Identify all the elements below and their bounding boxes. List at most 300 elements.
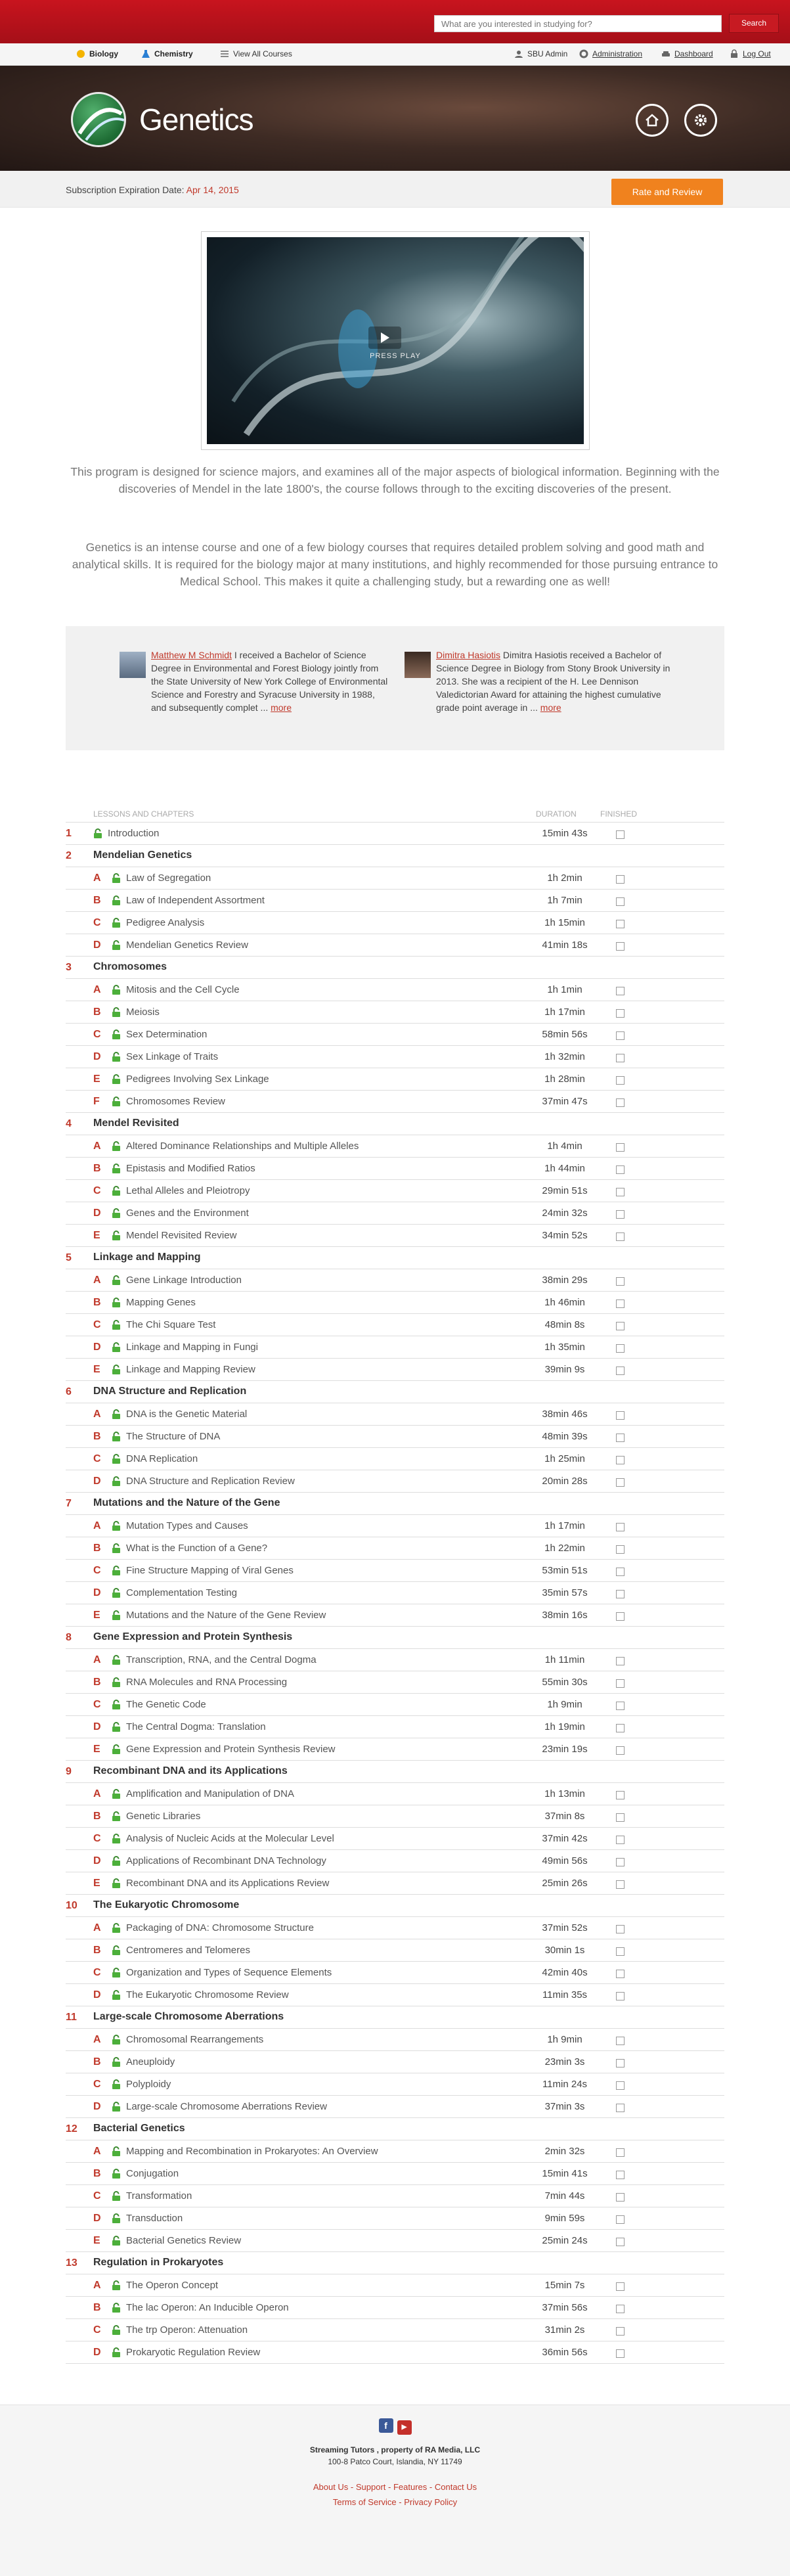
footer-legal-links: Terms of Service - Privacy Policy (332, 2497, 458, 2507)
lesson-title-link[interactable]: Polyploidy (126, 2079, 171, 2090)
lesson-row (66, 1515, 724, 1537)
lesson-title-link[interactable]: Transduction (126, 2213, 183, 2224)
lesson-duration: 48min 8s (544, 1319, 585, 1330)
course-link-biology[interactable] (76, 49, 118, 58)
search-input[interactable] (434, 15, 722, 32)
finished-checkbox[interactable] (616, 1210, 625, 1219)
lesson-duration: 23min 19s (542, 1744, 588, 1755)
search-button[interactable]: Search (729, 14, 779, 33)
lesson-duration: 7min 44s (544, 2190, 585, 2202)
facebook-icon[interactable]: f (379, 2418, 393, 2433)
lesson-letter: A (93, 1275, 101, 1286)
lesson-letter: A (93, 2034, 101, 2045)
lesson-duration: 55min 30s (542, 1677, 588, 1688)
chapter-number: 6 (66, 1386, 72, 1397)
lesson-title-link[interactable]: Large-scale Chromosome Aberrations Review (126, 2101, 327, 2112)
finished-checkbox[interactable] (616, 1009, 625, 1018)
instructor-name-link[interactable]: Matthew M Schmidt (151, 650, 232, 660)
car-icon (661, 49, 670, 58)
lesson-duration: 1h 7min (547, 895, 582, 906)
lesson-letter: B (93, 1006, 101, 1018)
finished-checkbox[interactable] (616, 987, 625, 995)
lesson-letter: B (93, 1543, 101, 1554)
youtube-icon[interactable]: ▶ (397, 2420, 412, 2435)
play-button[interactable] (368, 327, 401, 349)
footer-link-privacy[interactable]: Privacy Policy (404, 2497, 458, 2507)
lesson-title-link[interactable]: Centromeres and Telomeres (126, 1945, 250, 1956)
lesson-letter: D (93, 939, 101, 951)
lesson-title-link[interactable]: Transcription, RNA, and the Central Dogma (126, 1654, 317, 1665)
finished-checkbox[interactable] (616, 875, 625, 884)
lesson-duration: 11min 35s (542, 1989, 588, 2000)
dna-icon (73, 94, 126, 147)
lesson-letter: A (93, 1141, 101, 1152)
unlocked-icon (112, 2035, 121, 2045)
lesson-duration: 1h 2min (547, 872, 582, 884)
finished-checkbox[interactable] (616, 1344, 625, 1353)
lesson-duration: 38min 29s (542, 1275, 588, 1286)
lesson-title-link[interactable]: Sex Determination (126, 1029, 208, 1040)
lesson-title-link[interactable]: The Genetic Code (126, 1699, 206, 1710)
lesson-letter: C (93, 1833, 101, 1844)
lesson-row (66, 1917, 724, 1939)
unlocked-icon (112, 1878, 121, 1889)
lesson-letter: E (93, 1364, 100, 1375)
lesson-title-link[interactable]: Linkage and Mapping in Fungi (126, 1342, 258, 1353)
finished-checkbox[interactable] (616, 1590, 625, 1598)
finished-checkbox[interactable] (616, 1679, 625, 1688)
finished-checkbox[interactable] (616, 2238, 625, 2246)
chapter-title: Mendel Revisited (93, 1118, 179, 1129)
logout-link[interactable] (730, 49, 771, 58)
lesson-title-link[interactable]: The Chi Square Test (126, 1319, 216, 1330)
unlocked-icon (93, 828, 102, 839)
lesson-letter: C (93, 1029, 101, 1040)
lesson-title-link[interactable]: Analysis of Nucleic Acids at the Molecular Level (126, 1833, 334, 1844)
chapter-title: Mutations and the Nature of the Gene (93, 1497, 280, 1508)
lesson-title-link[interactable]: Organization and Types of Sequence Elements (126, 1967, 332, 1978)
unlocked-icon (112, 1074, 121, 1085)
lesson-row (66, 1068, 724, 1091)
finished-checkbox[interactable] (616, 1322, 625, 1330)
finished-checkbox[interactable] (616, 1098, 625, 1107)
lesson-title-link[interactable]: Altered Dominance Relationships and Multiple Alleles (126, 1141, 359, 1152)
unlocked-icon (112, 2280, 121, 2291)
chapter-row (66, 1627, 724, 1649)
chapter-number: 7 (66, 1498, 72, 1509)
chapter-row (66, 2118, 724, 2140)
lesson-number: 1 (66, 828, 72, 839)
lesson-title-link[interactable]: Law of Segregation (126, 872, 211, 884)
chapter-number: 3 (66, 962, 72, 973)
subscription-info (66, 185, 239, 195)
user-account[interactable] (514, 49, 567, 58)
lesson-title-link[interactable]: The lac Operon: An Inducible Operon (126, 2302, 289, 2313)
gear-icon (579, 49, 588, 58)
finished-checkbox[interactable] (616, 897, 625, 906)
finished-checkbox[interactable] (616, 1367, 625, 1375)
lesson-row (66, 1180, 724, 1202)
unlocked-icon (112, 1521, 121, 1531)
lesson-duration: 1h 19min (544, 1721, 585, 1732)
lesson-row (66, 1805, 724, 1828)
lesson-title-link[interactable]: DNA Structure and Replication Review (126, 1476, 295, 1487)
footer-link-about[interactable]: About Us (313, 2482, 349, 2492)
course-description-2: Genetics is an intense course and one of a few biology courses that requires detailed problem solving and good math and analytical skills. It is required for the biology major at many institutions, and highly recommended for those pursuing entrance to Medical School. This makes it quite a challenging study, but a rewarding one as well! (72, 541, 718, 588)
lesson-row (66, 1269, 724, 1292)
view-all-courses-link[interactable] (220, 49, 292, 58)
finished-checkbox[interactable] (616, 2059, 625, 2068)
finished-checkbox[interactable] (616, 2037, 625, 2045)
lesson-duration: 38min 46s (542, 1409, 588, 1420)
lesson-letter: B (93, 1945, 101, 1956)
finished-checkbox[interactable] (616, 1947, 625, 1956)
footer-link-support[interactable]: Support (355, 2482, 386, 2492)
lesson-title-link[interactable]: Genes and the Environment (126, 1208, 249, 1219)
course-title: Genetics (139, 102, 253, 137)
lesson-title-link[interactable]: Chromosomal Rearrangements (126, 2034, 264, 2045)
lesson-title-link[interactable]: Fine Structure Mapping of Viral Genes (126, 1565, 294, 1576)
lesson-title-link[interactable]: Sex Linkage of Traits (126, 1051, 219, 1062)
chapter-row (66, 2006, 724, 2029)
finished-checkbox[interactable] (616, 942, 625, 951)
view-all-label: View All Courses (233, 49, 292, 58)
lesson-title-link[interactable]: Mendelian Genetics Review (126, 939, 248, 951)
chapter-row (66, 1761, 724, 1783)
chapter-title: Mendelian Genetics (93, 849, 192, 861)
finished-checkbox[interactable] (616, 1411, 625, 1420)
lesson-title-link[interactable]: Applications of Recombinant DNA Technology (126, 1855, 326, 1866)
finished-checkbox[interactable] (616, 1188, 625, 1196)
finished-checkbox[interactable] (616, 2193, 625, 2202)
chapter-row (66, 1113, 724, 1135)
lesson-letter: E (93, 1073, 100, 1085)
lesson-title-link[interactable]: Complementation Testing (126, 1587, 237, 1598)
lesson-duration: 1h 9min (547, 1699, 582, 1710)
finished-checkbox[interactable] (616, 1813, 625, 1822)
lesson-row (66, 1292, 724, 1314)
lesson-title-link[interactable]: Mutation Types and Causes (126, 1520, 248, 1531)
lesson-row (66, 1716, 724, 1738)
unlocked-icon (112, 1298, 121, 1308)
lesson-duration: 1h 35min (544, 1342, 585, 1353)
instructor-photo (120, 652, 146, 678)
lesson-row (66, 2341, 724, 2364)
chapter-number: 13 (66, 2257, 77, 2269)
unlocked-icon (112, 1856, 121, 1866)
instructors-panel (66, 626, 724, 750)
unlocked-icon (112, 1007, 121, 1018)
lesson-duration: 29min 51s (542, 1185, 588, 1196)
lesson-title-link[interactable]: Mutations and the Nature of the Gene Review (126, 1610, 326, 1621)
unlocked-icon (112, 1543, 121, 1554)
unlocked-icon (112, 2146, 121, 2157)
lesson-title-link[interactable]: The Central Dogma: Translation (126, 1721, 266, 1732)
finished-checkbox[interactable] (616, 1277, 625, 1286)
lesson-title-link[interactable]: Aneuploidy (126, 2056, 175, 2068)
lesson-duration: 1h 32min (544, 1051, 585, 1062)
finished-checkbox[interactable] (616, 2171, 625, 2179)
lesson-title-link[interactable]: Meiosis (126, 1006, 160, 1018)
lesson-title-link[interactable]: What is the Function of a Gene? (126, 1543, 268, 1554)
lesson-title-link[interactable]: RNA Molecules and RNA Processing (126, 1677, 288, 1688)
lesson-letter: E (93, 1744, 100, 1755)
lesson-row (66, 2230, 724, 2252)
lesson-title-link[interactable]: The Eukaryotic Chromosome Review (126, 1989, 289, 2000)
more-link[interactable]: more (271, 702, 292, 713)
finished-checkbox[interactable] (616, 1925, 625, 1933)
finished-checkbox[interactable] (616, 1299, 625, 1308)
press-play-label: PRESS PLAY (370, 352, 421, 360)
lesson-row (66, 979, 724, 1001)
course-nav-bar (0, 43, 790, 66)
lesson-duration: 1h 44min (544, 1163, 585, 1174)
lesson-title-link[interactable]: Pedigrees Involving Sex Linkage (126, 1073, 269, 1085)
footer-link-features[interactable]: Features (393, 2482, 428, 2492)
unlocked-icon (112, 1588, 121, 1598)
lesson-title-link[interactable]: Conjugation (126, 2168, 179, 2179)
lesson-duration: 15min 41s (542, 2168, 588, 2179)
lesson-row (66, 2297, 724, 2319)
lesson-letter: C (93, 2190, 101, 2202)
lesson-row (66, 1135, 724, 1158)
finished-checkbox[interactable] (616, 1836, 625, 1844)
instructor-name-link[interactable]: Dimitra Hasiotis (436, 650, 501, 660)
chapter-title: Regulation in Prokaryotes (93, 2257, 224, 2268)
lesson-title-link[interactable]: Mapping Genes (126, 1297, 196, 1308)
lesson-letter: D (93, 1587, 101, 1598)
home-button[interactable] (636, 104, 669, 137)
lesson-title-link[interactable]: Gene Expression and Protein Synthesis Review (126, 1744, 336, 1755)
lesson-duration: 48min 39s (542, 1431, 588, 1442)
lesson-title-link[interactable]: DNA is the Genetic Material (126, 1409, 248, 1420)
finished-checkbox[interactable] (616, 1612, 625, 1621)
lesson-title-link[interactable]: Prokaryotic Regulation Review (126, 2347, 261, 2358)
chapter-title: DNA Structure and Replication (93, 1386, 247, 1397)
lesson-title-link[interactable]: Transformation (126, 2190, 192, 2202)
footer-link-terms[interactable]: Terms of Service (332, 2497, 397, 2507)
chapter-row (66, 1493, 724, 1515)
lesson-row (66, 1426, 724, 1448)
lesson-title-link[interactable]: Recombinant DNA and its Applications Review (126, 1878, 330, 1889)
lesson-letter: C (93, 2079, 101, 2090)
lesson-duration: 20min 28s (542, 1476, 588, 1487)
finished-checkbox[interactable] (616, 2282, 625, 2291)
lesson-duration: 15min 7s (544, 2280, 585, 2291)
lesson-letter: A (93, 984, 101, 995)
lesson-title-link[interactable]: The Structure of DNA (126, 1431, 221, 1442)
lesson-title-link[interactable]: Linkage and Mapping Review (126, 1364, 255, 1375)
lesson-letter: A (93, 1922, 101, 1933)
finished-checkbox[interactable] (616, 2148, 625, 2157)
top-bar (0, 0, 790, 43)
lesson-letter: C (93, 917, 101, 928)
unlocked-icon (112, 895, 121, 906)
lesson-row (66, 1939, 724, 1962)
lesson-row (66, 1336, 724, 1359)
course-label: Biology (89, 49, 118, 58)
unlocked-icon (112, 1275, 121, 1286)
lesson-letter: C (93, 1453, 101, 1464)
finished-checkbox[interactable] (616, 1568, 625, 1576)
lesson-letter: E (93, 1610, 100, 1621)
unlocked-icon (112, 2057, 121, 2068)
more-link[interactable]: more (540, 702, 561, 713)
lesson-title-link[interactable]: Pedigree Analysis (126, 917, 205, 928)
unlocked-icon (112, 1365, 121, 1375)
finished-checkbox[interactable] (616, 2081, 625, 2090)
lesson-row (66, 1314, 724, 1336)
finished-checkbox[interactable] (616, 1456, 625, 1464)
finished-checkbox[interactable] (616, 2305, 625, 2313)
finished-checkbox[interactable] (616, 1657, 625, 1665)
instructor-bio (151, 648, 389, 714)
finished-checkbox[interactable] (616, 2327, 625, 2336)
lesson-row (66, 1091, 724, 1113)
instructor-card (120, 648, 389, 714)
finished-checkbox[interactable] (616, 1076, 625, 1085)
finished-checkbox[interactable] (616, 1702, 625, 1710)
lesson-letter: A (93, 1409, 101, 1420)
lesson-letter: A (93, 2146, 101, 2157)
settings-button[interactable] (684, 104, 717, 137)
unlocked-icon (112, 940, 121, 951)
lesson-title-link[interactable]: Gene Linkage Introduction (126, 1275, 242, 1286)
finished-checkbox[interactable] (616, 1970, 625, 1978)
finished-checkbox[interactable] (616, 2104, 625, 2112)
administration-link[interactable] (579, 49, 642, 58)
lesson-title-link[interactable]: Amplification and Manipulation of DNA (126, 1788, 294, 1799)
lesson-row (66, 867, 724, 890)
lesson-title-link[interactable]: Lethal Alleles and Pleiotropy (126, 1185, 250, 1196)
lesson-row (66, 1828, 724, 1850)
footer-link-contact[interactable]: Contact Us (434, 2482, 477, 2492)
lesson-row (66, 1359, 724, 1381)
finished-checkbox[interactable] (616, 2215, 625, 2224)
lesson-title-link[interactable]: Bacterial Genetics Review (126, 2235, 242, 2246)
finished-checkbox[interactable] (616, 1523, 625, 1531)
lesson-row (66, 2163, 724, 2185)
lock-icon (730, 49, 739, 58)
chapter-row (66, 1895, 724, 1917)
lesson-duration: 25min 24s (542, 2235, 588, 2246)
lesson-duration: 58min 56s (542, 1029, 588, 1040)
finished-checkbox[interactable] (616, 1858, 625, 1866)
biology-icon (76, 49, 85, 58)
header-duration: DURATION (536, 809, 577, 819)
finished-checkbox[interactable] (616, 830, 625, 839)
unlocked-icon (112, 1789, 121, 1799)
unlocked-icon (112, 1186, 121, 1196)
chapter-number: 10 (66, 1900, 77, 1911)
lesson-duration: 34min 52s (542, 1230, 588, 1241)
lesson-row (66, 1649, 724, 1671)
finished-checkbox[interactable] (616, 1143, 625, 1152)
finished-checkbox[interactable] (616, 1746, 625, 1755)
footer-links: About Us - Support - Features - Contact Us (313, 2482, 477, 2492)
lesson-title-link[interactable]: Packaging of DNA: Chromosome Structure (126, 1922, 314, 1933)
lesson-row (66, 1202, 724, 1225)
unlocked-icon (112, 1566, 121, 1576)
footer (0, 2405, 790, 2576)
lesson-title-link[interactable]: Genetic Libraries (126, 1811, 201, 1822)
finished-checkbox[interactable] (616, 1031, 625, 1040)
instructor-bio (436, 648, 674, 714)
unlocked-icon (112, 2347, 121, 2358)
subscription-label: Subscription Expiration Date: (66, 185, 185, 195)
lesson-row (66, 912, 724, 934)
finished-checkbox[interactable] (616, 1880, 625, 1889)
finished-checkbox[interactable] (616, 1545, 625, 1554)
lesson-title-link[interactable]: Chromosomes Review (126, 1096, 225, 1107)
lesson-row (66, 1872, 724, 1895)
lesson-letter: D (93, 1342, 101, 1353)
lesson-title-link[interactable]: Epistasis and Modified Ratios (126, 1163, 255, 1174)
rate-review-button[interactable]: Rate and Review (611, 179, 723, 205)
course-label: Chemistry (154, 49, 193, 58)
lesson-letter: C (93, 1967, 101, 1978)
finished-checkbox[interactable] (616, 1054, 625, 1062)
lesson-letter: C (93, 2324, 101, 2336)
dashboard-link[interactable] (661, 49, 713, 58)
lesson-letter: E (93, 1230, 100, 1241)
lesson-title-link[interactable]: Mapping and Recombination in Prokaryotes: An Overview (126, 2146, 378, 2157)
finished-checkbox[interactable] (616, 1478, 625, 1487)
chapter-number: 2 (66, 850, 72, 861)
administration-label: Administration (592, 49, 643, 58)
unlocked-icon (112, 1342, 121, 1353)
lesson-title-link[interactable]: The Operon Concept (126, 2280, 219, 2291)
lesson-title-link[interactable]: Introduction (108, 828, 160, 839)
social-links (0, 2418, 790, 2435)
video-thumbnail (207, 237, 584, 444)
finished-checkbox[interactable] (616, 920, 625, 928)
lesson-row (66, 1024, 724, 1046)
unlocked-icon (112, 1968, 121, 1978)
unlocked-icon (112, 1834, 121, 1844)
finished-checkbox[interactable] (616, 1434, 625, 1442)
finished-checkbox[interactable] (616, 1724, 625, 1732)
unlocked-icon (112, 1208, 121, 1219)
lesson-title-link[interactable]: Mitosis and the Cell Cycle (126, 984, 240, 995)
lesson-duration: 25min 26s (542, 1878, 588, 1889)
lesson-title-link[interactable]: Law of Independent Assortment (126, 895, 265, 906)
lesson-letter: A (93, 1788, 101, 1799)
lesson-title-link[interactable]: DNA Replication (126, 1453, 198, 1464)
unlocked-icon (112, 2236, 121, 2246)
unlocked-icon (112, 1409, 121, 1420)
lesson-row (66, 2029, 724, 2051)
intro-video[interactable] (201, 231, 590, 450)
finished-checkbox[interactable] (616, 1232, 625, 1241)
lesson-title-link[interactable]: The trp Operon: Attenuation (126, 2324, 248, 2336)
lesson-letter: E (93, 2235, 100, 2246)
chapter-number: 4 (66, 1118, 72, 1129)
lesson-row (66, 890, 724, 912)
lesson-title-link[interactable]: Mendel Revisited Review (126, 1230, 237, 1241)
finished-checkbox[interactable] (616, 1165, 625, 1174)
unlocked-icon (112, 1811, 121, 1822)
finished-checkbox[interactable] (616, 1992, 625, 2000)
finished-checkbox[interactable] (616, 2349, 625, 2358)
dashboard-label: Dashboard (674, 49, 713, 58)
finished-checkbox[interactable] (616, 1791, 625, 1799)
lesson-duration: 42min 40s (542, 1967, 588, 1978)
lesson-duration: 30min 1s (544, 1945, 585, 1956)
course-link-chemistry[interactable] (141, 49, 193, 58)
home-icon (644, 112, 660, 128)
lesson-row (66, 2051, 724, 2073)
